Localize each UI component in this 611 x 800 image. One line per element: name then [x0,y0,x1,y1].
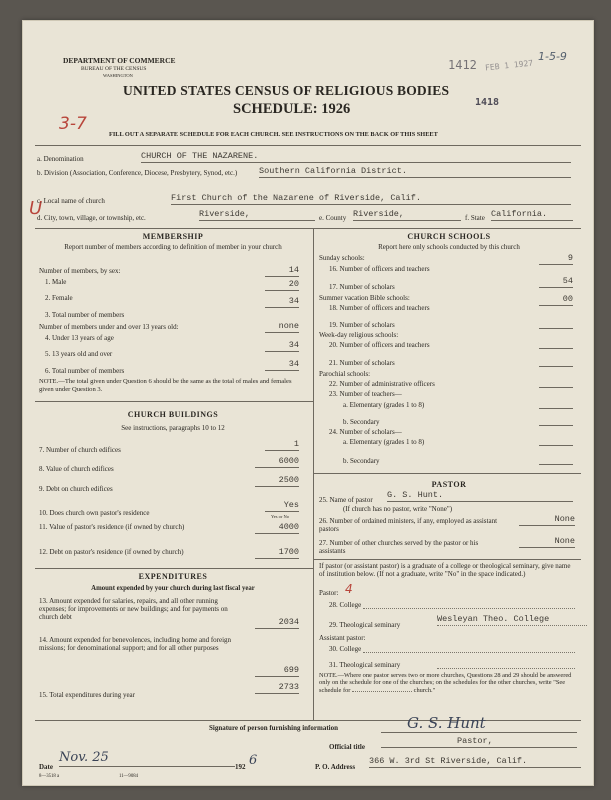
q1-male-value: 14 [265,266,299,277]
date-value: Nov. 25 [59,751,235,767]
official-title-label: Official title [329,743,365,751]
parochial-schools-label: Parochial schools: [319,370,371,378]
state-label: f. State [465,214,485,222]
membership-intro: Report number of members according to definition of member in your church [64,243,282,251]
local-name-value: First Church of the Nazarene of Riverside, Calif. [171,194,571,205]
q22-label: 22. Number of administrative officers [329,380,435,388]
q4-under13-value: none [265,322,299,333]
q10-value: Yes [265,501,299,512]
q8-label: 8. Value of church edifices [39,465,114,473]
q13-label: 13. Amount expended for salaries, repairs, and all other running expenses; for improvements or new buildings; and for payments on church debt [39,597,228,622]
q4-under13-label: 4. Under 13 years of age [45,334,114,342]
assistant-pastor-label: Assistant pastor: [319,634,366,642]
year-prefix: 192 [235,763,246,771]
q24a-label: a. Elementary (grades 1 to 8) [343,438,425,446]
q3-total-label: 3. Total number of members [45,311,125,319]
q16-value: 9 [539,254,573,265]
department-label: DEPARTMENT OF COMMERCE [63,56,176,65]
stamp-number: 1418 [475,97,500,108]
buildings-divider [35,401,313,402]
q8-value: 6000 [255,457,299,468]
buildings-intro: See instructions, paragraphs 10 to 12 [121,424,225,432]
weekday-schools-label: Week-day religious schools: [319,331,399,339]
county-label: e. County [319,214,347,222]
pastor-red-mark: 4 [345,582,353,596]
q5-over13-label: 5. 13 years old and over [45,350,113,358]
city-value: Riverside, [199,210,315,221]
q24b-value [539,457,573,465]
city-field-label: d. City, town, village, or township, etc. [37,214,146,222]
county-value: Riverside, [353,210,461,221]
q9-label: 9. Debt on church edifices [39,485,113,493]
signature-label: Signature of person furnishing information [209,724,338,732]
q23a-value [539,401,573,409]
q6-total-label: 6. Total number of members [45,367,125,375]
q19-value [539,321,573,329]
q31-value [437,665,575,669]
q19-label: 19. Number of scholars [329,321,395,329]
q18-value: 00 [539,295,573,306]
yes-no-hint: Yes or No [271,514,290,519]
po-address-value: 366 W. 3rd St Riverside, Calif. [369,757,581,768]
pastor-note-blank [352,691,412,692]
identity-divider [35,228,581,229]
q30-label: 30. College [329,645,362,653]
q21-label: 21. Number of scholars [329,359,395,367]
pastor-divider [313,473,581,474]
q2-female-value: 20 [265,280,299,291]
stamp-top-number: 1412 [448,58,477,72]
q5-over13-value: 34 [265,341,299,352]
q16-label: 16. Number of officers and teachers [329,265,430,273]
q15-value: 2733 [255,683,299,694]
membership-title: MEMBERSHIP [142,232,204,241]
signature-line [381,732,577,733]
expenditures-divider [35,568,313,569]
expenditures-intro: Amount expended by your church during last fiscal year [91,585,255,592]
q23a-label: a. Elementary (grades 1 to 8) [343,401,425,409]
footer-divider [35,720,581,721]
q15-label: 15. Total expenditures during year [39,691,135,699]
q12-value: 1700 [255,548,299,559]
q25-label: 25. Name of pastor [319,496,373,504]
q31-label: 31. Theological seminary [329,661,401,669]
members-by-sex-label: Number of members, by sex: [39,267,121,275]
pastor-note [319,672,577,694]
header-divider [35,145,581,146]
q7-value: 1 [265,440,299,451]
q20-label: 20. Number of officers and teachers [329,341,430,349]
q7-label: 7. Number of church edifices [39,446,121,454]
pastor-note-text: NOTE.—Where one pastor serves two or more churches, Questions 28 and 29 should be answered only on the schedule for one of the churches; on the schedules for the other churches, write "See schedule for [319,672,572,694]
q30-value [363,649,575,653]
red-mark-number: 3-7 [59,114,87,134]
q11-value: 4000 [255,523,299,534]
q21-value [539,359,573,367]
q29-label: 29. Theological seminary [329,621,401,629]
date-label: Date [39,763,53,771]
q27-value: None [519,537,575,548]
membership-note: NOTE.—The total given under Question 6 should be the same as the total of males and females given under Question 3. [39,378,292,393]
form-title: UNITED STATES CENSUS OF RELIGIOUS BODIES [123,83,450,98]
year-value: 6 [249,753,258,768]
q14-value: 699 [255,666,299,677]
q9-value: 2500 [255,476,299,487]
q24-label: 24. Number of scholars— [329,428,402,436]
instruction-line: FILL OUT A SEPARATE SCHEDULE FOR EACH CHURCH. SEE INSTRUCTIONS ON THE BACK OF THIS SHEET [109,131,438,138]
print-number: 11—9084 [119,774,139,779]
expenditures-title: EXPENDITURES [138,572,208,581]
q27-label: 27. Number of other churches served by the pastor or his assistants [319,539,479,556]
pencil-date-note: 1-5-9 [538,50,567,63]
division-value: Southern California District. [259,167,571,178]
received-date-stamp: FEB 1 1927 [484,58,534,73]
q23b-value [539,418,573,426]
state-value: California. [491,210,573,221]
buildings-title: CHURCH BUILDINGS [127,410,219,419]
vacation-schools-label: Summer vacation Bible schools: [319,294,410,302]
census-schedule-form [22,20,594,786]
graduation-note: If pastor (or assistant pastor) is a graduate of a college or theological seminary, give name of institution below. (If not a graduate, write "No" in the space indicated.) [319,562,571,579]
schedule-title: SCHEDULE: 1926 [233,101,351,117]
q17-label: 17. Number of scholars [329,283,395,291]
form-number: 8—3518 a [39,774,60,779]
column-divider [313,228,314,720]
q18-label: 18. Number of officers and teachers [329,304,430,312]
city-label: WASHINGTON [103,73,133,78]
q28-label: 28. College [329,601,362,609]
q24b-label: b. Secondary [343,457,380,465]
q11-label: 11. Value of pastor's residence (if owned by church) [39,523,185,531]
q29-value: Wesleyan Theo. College [437,615,587,626]
official-title-value: Pastor, [381,737,577,748]
q1-male-label: 1. Male [45,278,67,286]
schools-title: CHURCH SCHOOLS [407,232,491,241]
q28-value [363,605,575,609]
q3-total-value: 34 [265,297,299,308]
q23-label: 23. Number of teachers— [329,390,402,398]
q2-female-label: 2. Female [45,294,73,302]
age-intro-label: Number of members under and over 13 years old: [39,323,179,331]
po-address-label: P. O. Address [315,763,356,771]
pastor-note-end: church." [413,686,436,694]
q20-value [539,341,573,349]
division-label: b. Division (Association, Conference, Diocese, Presbytery, Synod, etc.) [37,169,238,177]
pastor-subheading: Pastor: [319,589,339,597]
q10-label: 10. Does church own pastor's residence [39,509,150,517]
schools-intro: Report here only schools conducted by this church [378,243,520,251]
signature-value: G. S. Hunt [407,714,486,732]
denomination-value: CHURCH OF THE NAZARENE. [141,152,571,163]
sunday-schools-label: Sunday schools: [319,254,365,262]
q14-label: 14. Amount expended for benevolences, including home and foreign missions; for denominational support; and for all other purposes [39,636,232,653]
q13-value: 2034 [255,618,299,629]
pastor-title: PASTOR [431,480,467,489]
q25-value: G. S. Hunt. [387,491,573,502]
q22-value [539,380,573,388]
q17-value: 54 [539,277,573,288]
q23b-label: b. Secondary [343,418,380,426]
bureau-label: BUREAU OF THE CENSUS [81,66,147,72]
graduation-divider [313,559,581,560]
q26-value: None [519,515,575,526]
q6-total-value: 34 [265,360,299,371]
q26-label: 26. Number of ordained ministers, if any, employed as assistant pastors [319,517,498,534]
q25-note: (If church has no pastor, write "None") [343,505,453,513]
q12-label: 12. Debt on pastor's residence (if owned by church) [39,548,184,556]
local-name-label: c. Local name of church [37,197,105,205]
denomination-label: a. Denomination [37,155,84,163]
q24a-value [539,438,573,446]
red-mark-letter: U [29,198,43,219]
